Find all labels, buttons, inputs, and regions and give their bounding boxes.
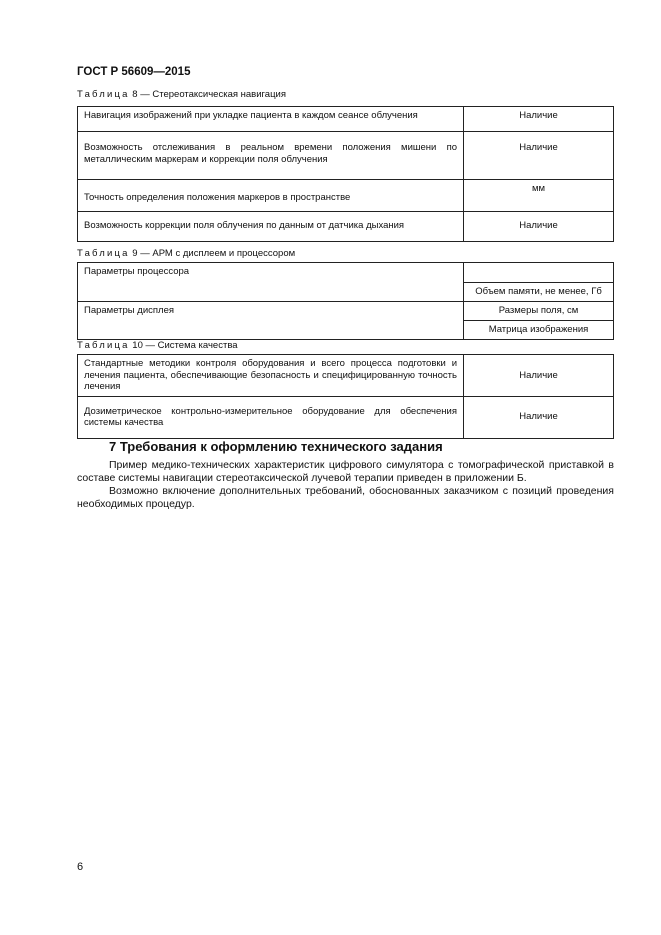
table-row <box>78 263 614 283</box>
table-row <box>78 355 614 397</box>
table10-title: 10 — Система качества <box>132 340 238 351</box>
table8-title: 8 — Стереотаксическая навигация <box>132 89 286 100</box>
table10-label: Таблица <box>77 340 130 351</box>
table9-value <box>464 263 614 283</box>
section-heading: 7 Требования к оформлению технического задания <box>109 439 443 454</box>
table-row <box>78 107 614 132</box>
section-paragraph: Возможно включение дополнительных требований, обоснованных заказчиком с позиций проведения необходимых процедур. <box>77 485 614 510</box>
table-8 <box>77 106 614 242</box>
table10-param: Стандартные методики контроля оборудования и всего процесса подготовки и лечения пациента, обеспечивающие безопасность и специфицированную точность лечения <box>78 355 464 397</box>
table9-value: Размеры поля, см <box>464 302 614 321</box>
table-9 <box>77 262 614 340</box>
table8-param: Точность определения положения маркеров в пространстве <box>78 180 464 212</box>
table10-value: Наличие <box>464 396 614 438</box>
table-row <box>78 180 614 212</box>
table10-caption <box>77 340 238 351</box>
table9-param: Параметры дисплея <box>78 302 464 340</box>
table-10 <box>77 354 614 439</box>
table-row <box>78 212 614 242</box>
table8-caption <box>77 89 286 100</box>
table8-value: мм <box>464 180 614 212</box>
table8-label: Таблица <box>77 89 130 100</box>
table9-label: Таблица <box>77 248 130 259</box>
table8-param: Возможность коррекции поля облучения по данным от датчика дыхания <box>78 212 464 242</box>
table10-param: Дозиметрическое контрольно-измерительное оборудование для обеспечения системы качества <box>78 396 464 438</box>
table9-title: 9 — АРМ с дисплеем и процессором <box>132 248 296 259</box>
table-row <box>78 302 614 321</box>
table8-param: Возможность отслеживания в реальном времени положения мишени по металлическим маркерам и коррекции поля облучения <box>78 132 464 180</box>
table-row <box>78 396 614 438</box>
table9-value: Объем памяти, не менее, Гб <box>464 283 614 302</box>
table8-value: Наличие <box>464 212 614 242</box>
table8-value: Наличие <box>464 107 614 132</box>
table8-param: Навигация изображений при укладке пациента в каждом сеансе облучения <box>78 107 464 132</box>
section-paragraph: Пример медико-технических характеристик цифрового симулятора с томографической приставкой в составе системы навигации стереотаксической лучевой терапии приведен в приложении Б. <box>77 459 614 484</box>
table-row <box>78 132 614 180</box>
table10-value: Наличие <box>464 355 614 397</box>
table9-value: Матрица изображения <box>464 321 614 340</box>
standard-number: ГОСТ Р 56609—2015 <box>77 66 191 78</box>
table8-value: Наличие <box>464 132 614 180</box>
table9-param: Параметры процессора <box>78 263 464 302</box>
page-number: 6 <box>77 861 84 873</box>
table9-caption <box>77 248 295 259</box>
